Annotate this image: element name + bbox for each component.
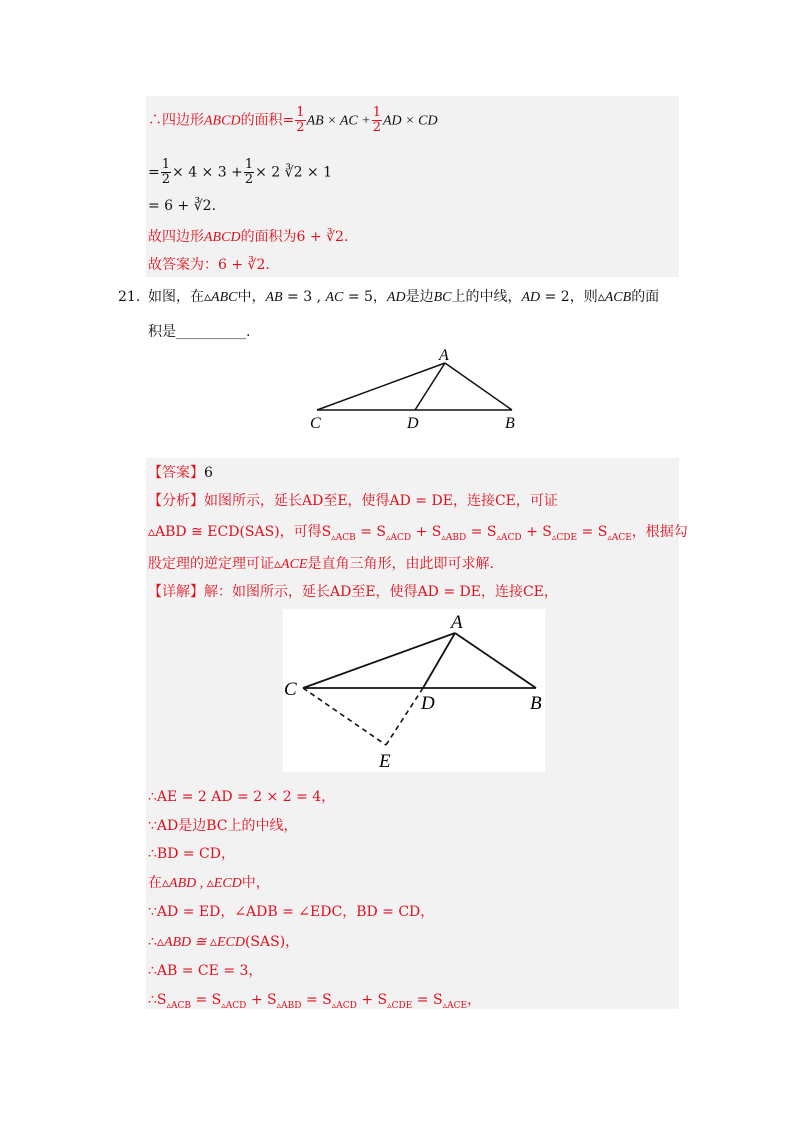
den: 2 [161,172,171,187]
analysis-line-3: 股定理的逆定理可证▵ACE是直角三角形，由此即可求解. [148,556,494,572]
detail-line-1 [148,582,558,602]
text: 中， [241,875,270,891]
text: CDE [391,1000,413,1011]
text: ABD ≅ [163,935,210,950]
fraction [295,106,305,135]
text: ， [467,992,482,1008]
text: = 3 , [282,289,326,305]
prev-line-4: 故四边形ABCD的面积为6 + ∛2. [148,229,349,245]
triangle-figure-2 [283,609,545,779]
analysis-line-1 [148,491,558,511]
text: ACD [390,532,412,543]
step-4: 在▵ABD , ▵ECD中， [148,875,270,891]
text: + S [411,524,442,540]
text: 故答案为：6 + [148,257,248,273]
text: = S [301,992,332,1008]
segment-DE [386,688,423,745]
text: AB [265,290,283,305]
text: (SAS)， [244,934,300,950]
num: 1 [244,157,254,172]
den: 2 [244,172,254,187]
step-5 [148,902,434,922]
text: 故四边形 [148,229,204,245]
text: ECD [216,935,245,950]
text: BC [433,290,452,305]
text: × 1 [306,164,333,181]
text: ∴ [148,934,157,950]
text: 2 [256,257,266,273]
text: AD × CD [383,113,438,129]
text: 的面积为6 + [240,229,327,245]
step-3 [148,844,235,864]
text: 在 [148,875,162,891]
prev-line-1 [148,106,438,135]
question-line-2 [148,322,250,342]
text: ABC [211,290,238,305]
prev-line-3: = 6 + ∛2. [148,198,217,214]
text: = 6 + [148,198,194,214]
text: = S [466,524,497,540]
text: + S [356,992,388,1008]
fraction [372,106,382,135]
text: ECD [213,876,242,891]
segment-CE [303,688,386,745]
text: ACE [281,557,308,572]
text: 2 [202,198,212,214]
text: + S [246,992,277,1008]
text: ABCD [204,230,241,245]
label-B: B [530,693,542,714]
question-number: 21. [118,289,141,305]
text: 解：如图所示，延长AD至E，使得AD = DE，连接CE， [204,584,558,600]
num: 1 [372,105,381,120]
label-B: B [505,415,515,432]
text: ACB [171,1000,192,1011]
step-2 [148,816,298,836]
den: 2 [372,120,381,135]
answer-line [148,463,213,483]
text: 中， [237,289,266,305]
fraction [161,158,171,187]
text: ∴BD = CD， [148,846,235,862]
text: ∵AD是边BC上的中线， [148,818,298,834]
label-D: D [407,415,419,432]
text: ，根据勾 [631,524,688,540]
step-1 [148,787,335,807]
den: 2 [296,120,305,135]
answer-value: 6 [204,465,213,481]
answer-blank: __________ [176,324,246,340]
text: 积是 [148,324,176,340]
text: . [246,324,251,340]
text: = S [577,524,608,540]
text: . [265,257,270,273]
label-A: A [451,612,463,633]
text: AC [325,290,344,305]
text: 是直角三角形，由此即可求解. [307,556,494,572]
label-C: C [310,415,321,432]
label-D: D [421,693,435,714]
question-line-1: 如图，在▵ABC中，AB = 3 , AC = 5，AD是边BC上的中线，AD = 2，则▵ACB的面 [148,289,660,305]
text: = S [191,992,222,1008]
text: ACB [604,290,632,305]
text: 股定理的逆定理可证 [148,556,274,572]
text: ACE [611,532,632,543]
text: + S [521,524,552,540]
text: × 4 × 3 + [172,164,243,181]
segment-AD [423,633,455,688]
num: 1 [296,105,305,120]
text: ∴AB = CE = 3， [148,963,263,979]
step-8: $\therefore S_{▵ACB} = S_{▵ACD} + S_{▵ABD} = S_{▵ACD} + S_{▵CDE} = S_{▵ACE}$， [148,992,482,1011]
text: ABD ≅ ECD(SAS)，可得S [155,524,332,540]
text: . [211,198,217,214]
text: ACD [225,1000,247,1011]
text: 的面积= [240,112,295,129]
segment-CA [317,363,445,410]
text: × 2 [255,164,281,181]
answer-tag: 【答案】 [148,465,204,481]
text: ABCD [204,113,241,129]
text: 2 [293,164,303,181]
num: 1 [161,157,171,172]
text: ACE [447,1000,468,1011]
text: AB × AC + [306,113,371,129]
prev-line-2: = $\frac{1}{2}$ × 4 × 3 + $\frac{1}{2}$ × 2 ∛2 × 1 [148,157,333,187]
detail-tag: 【详解】 [148,584,204,600]
text: 上的中线， [451,289,522,305]
analysis-tag: 【分析】 [148,493,204,509]
step-7 [148,961,262,981]
text: ∴AE = 2 AD = 2 × 2 = 4， [148,789,336,805]
text: . [343,229,349,245]
text: = [148,164,160,181]
segment-CA [303,633,455,688]
text: = 2，则 [540,289,598,305]
text: ∴四边形 [148,112,204,129]
analysis-line-2: ▵ABD ≅ ECD(SAS)，可得$S_{▵ACB} = S_{▵ACD} + S_{▵ABD} = S_{▵ACD} + S_{▵CDE} = S_{▵ACE}$，根据勾 [148,524,688,543]
text: = S [412,992,443,1008]
text: 是边 [405,289,434,305]
text: 如图所示，延长AD至E，使得AD = DE，连接CE，可证 [204,493,558,509]
text: ∵AD = ED，∠ADB = ∠EDC，BD = CD， [148,904,435,920]
text: AD [521,290,541,305]
text: 如图，在 [148,289,204,305]
step-6: ∴▵ABD ≅ ▵ECD(SAS)， [148,934,300,950]
segment-AB [455,633,536,688]
prev-line-5: 故答案为：6 + ∛2. [148,257,270,273]
text: ACB [335,532,356,543]
text: 的面 [631,289,660,305]
label-C: C [284,679,297,700]
text: 2 [335,229,344,245]
segment-AB [445,363,512,410]
text: ∴S [148,992,167,1008]
text: ABD [445,532,467,543]
segment-AD [415,363,445,410]
text: ACD [336,1000,357,1011]
text: CDE [556,532,578,543]
label-A: A [439,347,449,364]
fraction [244,158,254,187]
triangle-figure-1 [305,343,535,433]
text: ABD [281,1000,302,1011]
label-E: E [379,751,391,772]
text: ACD [501,532,522,543]
text: AD [386,290,406,305]
text: = S [355,524,387,540]
text: = 5， [343,289,387,305]
text: ABD , [169,876,207,891]
